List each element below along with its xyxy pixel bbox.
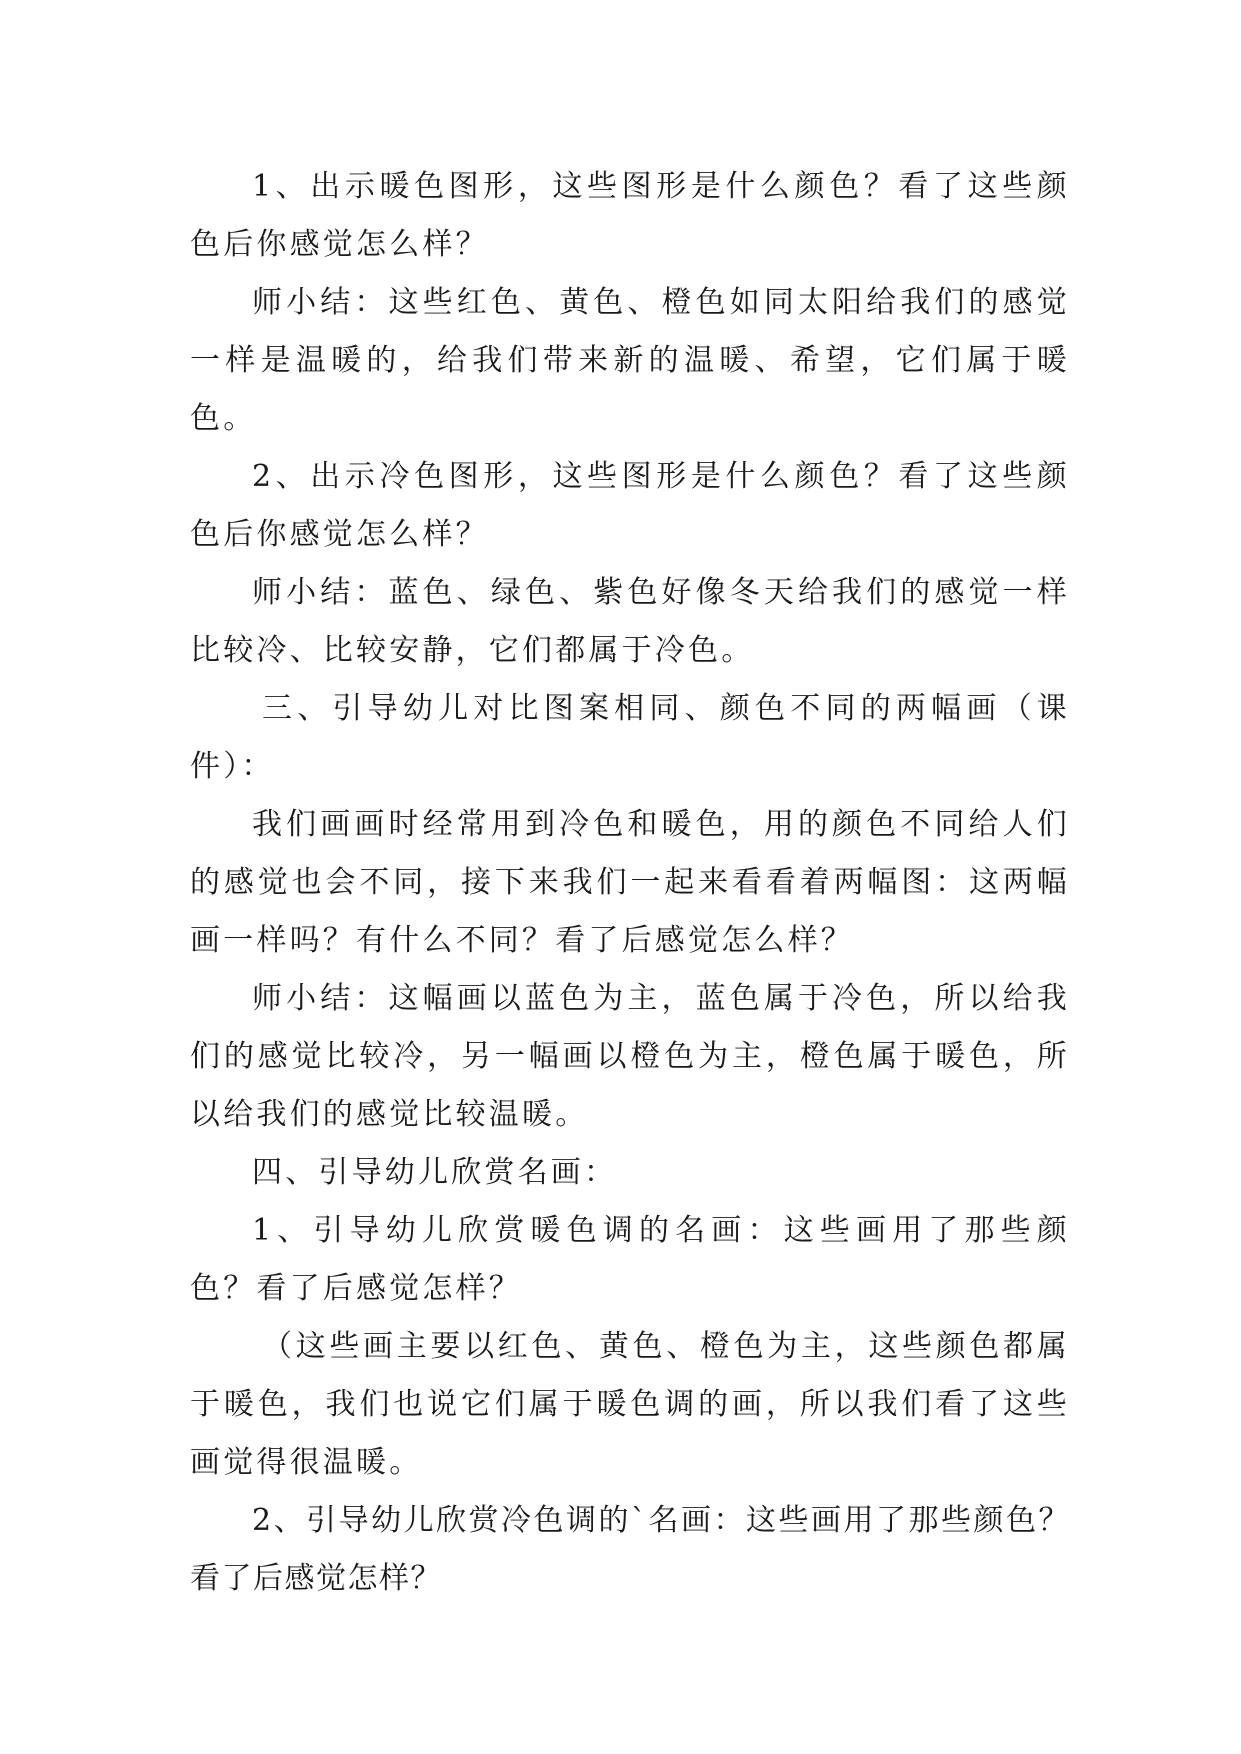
- paragraph-warm-masterpieces-note: （这些画主要以红色、黄色、橙色为主，这些颜色都属于暖色，我们也说它们属于暖色调的画，所以我们看了这些画觉得很温暖。: [190, 1329, 1070, 1480]
- paragraph-cold-masterpieces: 2、引导幼儿欣赏冷色调的`名画：这些画用了那些颜色？看了后感觉怎样？: [190, 1503, 1070, 1596]
- paragraph-section-four-heading: 四、引导幼儿欣赏名画：: [252, 1155, 618, 1190]
- paragraph-cold-shapes-question: 2、出示冷色图形，这些图形是什么颜色？看了这些颜色后你感觉怎么样？: [190, 459, 1070, 552]
- paragraph-cold-summary: 师小结：蓝色、绿色、紫色好像冬天给我们的感觉一样比较冷、比较安静，它们都属于冷色。: [190, 575, 1070, 668]
- paragraph-section-three-heading: 三、引导幼儿对比图案相同、颜色不同的两幅画（课件）：: [190, 691, 1070, 784]
- paragraph-warm-shapes-question: 1、出示暖色图形，这些图形是什么颜色？看了这些颜色后你感觉怎么样？: [190, 169, 1070, 262]
- paragraph-compare-summary: 师小结：这幅画以蓝色为主，蓝色属于冷色，所以给我们的感觉比较冷，另一幅画以橙色为主，橙色属于暖色，所以给我们的感觉比较温暖。: [190, 981, 1070, 1132]
- paragraph-warm-masterpieces: 1、引导幼儿欣赏暖色调的名画：这些画用了那些颜色？看了后感觉怎样？: [190, 1213, 1070, 1306]
- document-body: [190, 158, 1070, 1608]
- paragraph-compare-paintings: 我们画画时经常用到冷色和暖色，用的颜色不同给人们的感觉也会不同，接下来我们一起来看看着两幅图：这两幅画一样吗？有什么不同？看了后感觉怎么样？: [190, 807, 1070, 958]
- paragraph-warm-summary: 师小结：这些红色、黄色、橙色如同太阳给我们的感觉一样是温暖的，给我们带来新的温暖、希望，它们属于暖色。: [190, 285, 1070, 436]
